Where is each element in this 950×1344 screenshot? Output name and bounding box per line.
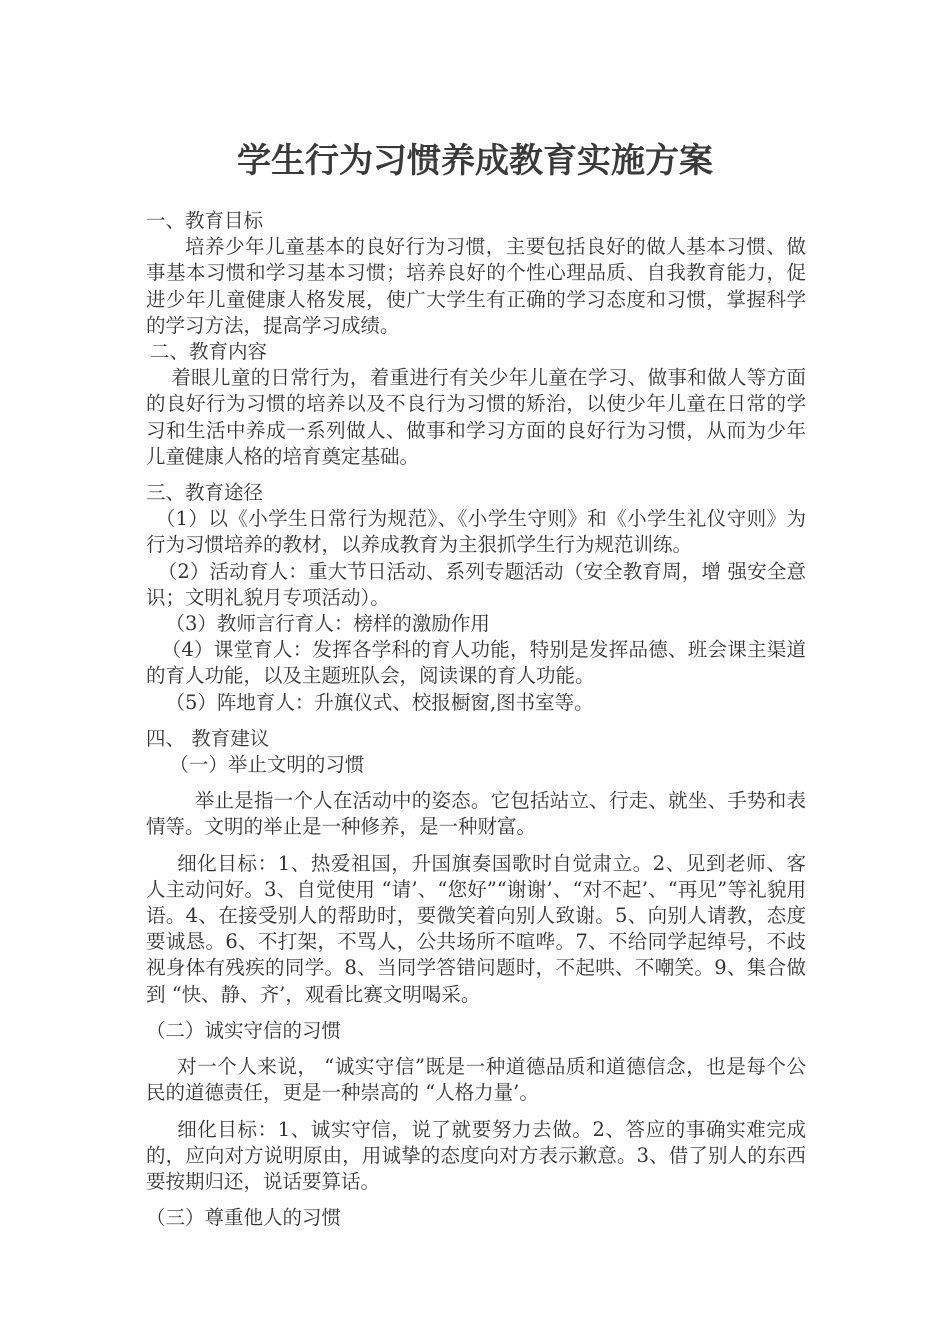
- section-heading-methods: 三、教育途径: [146, 481, 264, 505]
- paragraph-honesty-goals: 细化目标：1、诚实守信，说了就要努力去做。2、答应的事确实难完成的，应向对方说明原由，用诚挚的态度向对方表示歉意。3、借了别人的东西要按期归还，说话要算话。: [146, 1117, 806, 1193]
- section-heading-suggestions: 四、 教育建议: [146, 726, 270, 750]
- document-title: 学生行为习惯养成教育实施方案: [237, 141, 713, 181]
- section-heading-content: 二、教育内容: [150, 340, 268, 364]
- section-heading-goals: 一、教育目标: [146, 209, 264, 232]
- method-item-3: （3）教师言行育人：榜样的激励作用: [165, 612, 490, 636]
- paragraph-manners-intro: 举止是指一个人在活动中的姿态。它包括站立、行走、就坐、手势和表情等。文明的举止是一种修养，是一种财富。: [146, 789, 806, 839]
- paragraph-manners-goals: 细化目标：1、热爱祖国，升国旗奏国歌时自觉肃立。2、见到老师、客人主动问好。3、自觉使用 “请’、“您好”“谢谢’、“对不起’、“再见”等礼貌用语。4、在接受别人的帮助时，要微笑着向别人致谢。5、向别人请教，态度要诚恳。6、不打架，不骂人，公共场所不喧哗。7、不给同学起绰号，不歧视身体有残疾的同学。8、当同学答错问题时，不起哄、不嘲笑。9、集合做到 “快、静、齐’，观看比赛文明喝采。: [146, 851, 806, 1006]
- subsection-heading-respect: （三）尊重他人的习惯: [146, 1206, 342, 1230]
- paragraph-goals: 培养少年儿童基本的良好行为习惯，主要包括良好的做人基本习惯、做事基本习惯和学习基本习惯；培养良好的个性心理品质、自我教育能力，促进少年儿童健康人格发展，使广大学生有正确的学习态度和习惯，掌握科学的学习方法，提高学习成绩。: [146, 235, 806, 337]
- document-body: [146, 208, 806, 1231]
- method-item-1: （1）以《小学生日常行为规范》、《小学生守则》和《小学生礼仪守则》为行为习惯培养的教材，以养成教育为主狠抓学生行为规范训练。: [146, 507, 806, 557]
- method-item-2: （2）活动育人：重大节日活动、系列专题活动（安全教育周，增 强安全意识；文明礼貌月专项活动）。: [146, 559, 806, 609]
- method-item-4: （4）课堂育人：发挥各学科的育人功能，特别是发挥品德、班会课主渠道的育人功能，以及主题班队会，阅读课的育人功能。: [146, 638, 806, 688]
- subsection-heading-manners: （一）举止文明的习惯: [169, 753, 365, 777]
- method-item-5: （5）阵地育人：升旗仪式、校报橱窗,图书室等。: [165, 690, 594, 714]
- subsection-heading-honesty: （二）诚实守信的习惯: [146, 1018, 342, 1042]
- paragraph-content: 着眼儿童的日常行为，着重进行有关少年儿童在学习、做事和做人等方面的良好行为习惯的培养以及不良行为习惯的矫治，以使少年儿童在日常的学习和生活中养成一系列做人、做事和学习方面的良好行为习惯，从而为少年儿童健康人格的培育奠定基础。: [146, 366, 806, 468]
- paragraph-honesty-intro: 对一个人来说， “诚实守信”既是一种道德品质和道德信念，也是每个公民的道德责任，更是一种崇高的 “人格力量’。: [146, 1055, 806, 1105]
